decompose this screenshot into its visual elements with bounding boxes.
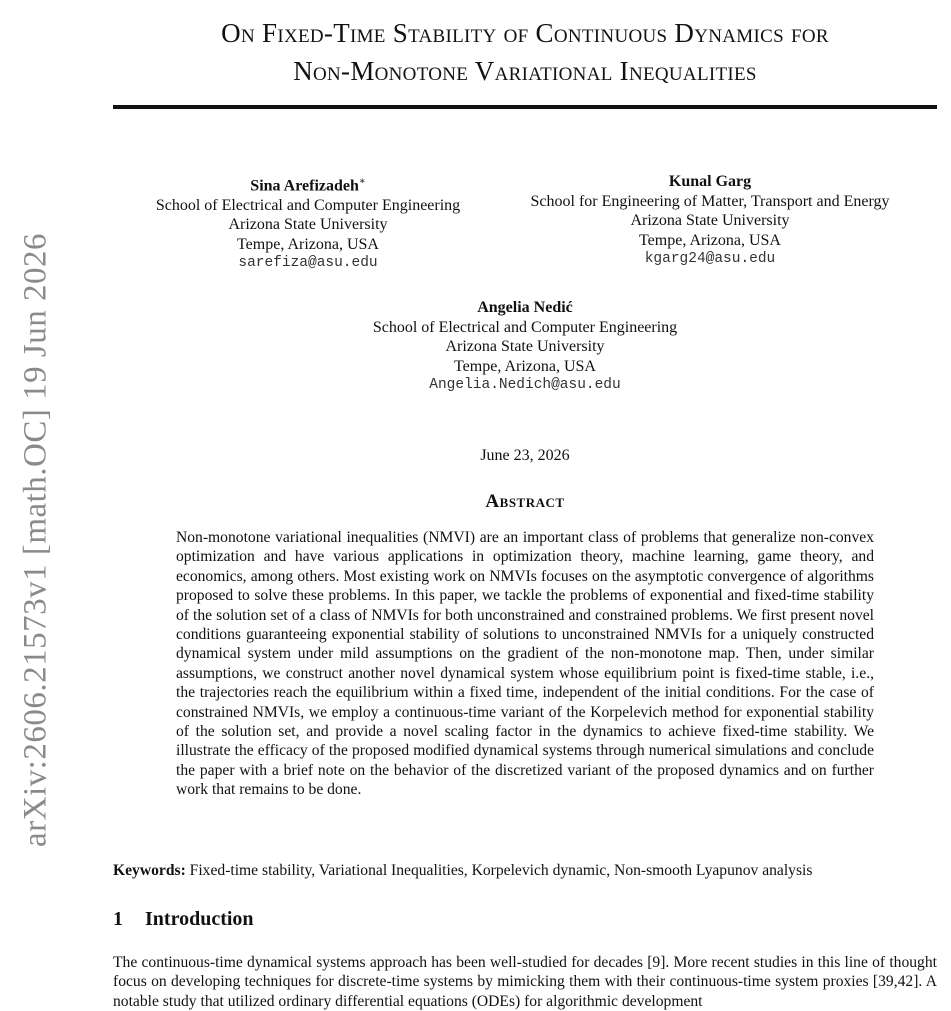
title-rule [113, 105, 937, 109]
paper-title-line-2: Non-Monotone Variational Inequalities [293, 56, 757, 86]
author-university: Arizona State University [630, 212, 790, 229]
author-email: sarefiza@asu.edu [238, 255, 378, 272]
paper-title-line-1: On Fixed-Time Stability of Continuous Dynamics for [221, 18, 829, 48]
arxiv-identifier-stamp [6, 0, 66, 1000]
author-location: Tempe, Arizona, USA [639, 231, 781, 249]
author-location: Tempe, Arizona, USA [454, 357, 596, 375]
author-university: Arizona State University [445, 338, 605, 355]
paper-title [113, 14, 937, 90]
author-name: Sina Arefizadeh∗ [250, 176, 366, 195]
author-email: Angelia.Nedich@asu.edu [429, 377, 621, 393]
section-heading-introduction [113, 908, 254, 931]
author-name: Kunal Garg [668, 173, 752, 190]
introduction-text: The continuous-time dynamical systems approach has been well-studied for decades [9]. More recent studies in this line of thought focus on developing techniques for discrete-time systems by mimicking them with their continuous-time system proxies [39,42]. A notable study that utilized ordinary differential equations (ODEs) for algorithmic development [113, 954, 937, 1010]
author-email: kgarg24@asu.edu [644, 251, 776, 267]
section-title: Introduction [145, 908, 254, 930]
keywords-text: Fixed-time stability, Variational Inequalities, Korpelevich dynamic, Non-smooth Lyapunov analysis [189, 862, 813, 879]
author-name: Angelia Nedić [477, 299, 573, 316]
author-footnote-marker: ∗ [358, 176, 366, 187]
author-affiliation: School of Electrical and Computer Engineering [155, 196, 461, 214]
author-university: Arizona State University [228, 216, 388, 234]
author-block-1 [138, 172, 478, 274]
keywords-label: Keywords: [113, 862, 186, 879]
author-affiliation: School of Electrical and Computer Engineering [372, 318, 678, 336]
keywords-line [113, 862, 937, 880]
author-block-2 [505, 172, 915, 270]
author-location: Tempe, Arizona, USA [237, 235, 379, 253]
arxiv-identifier-text: arXiv:2606.21573v1 [math.OC] 19 Jun 2026 [17, 233, 54, 847]
section-number: 1 [113, 908, 123, 930]
abstract-heading: Abstract [485, 491, 565, 512]
publication-date: June 23, 2026 [480, 447, 570, 464]
author-block-3 [325, 298, 725, 396]
abstract-text: Non-monotone variational inequalities (NMVI) are an important class of problems that generalize non-convex optimization and have various applications in optimization theory, machine learning, game theory, and economics, among others. Most existing work on NMVIs focuses on the asymptotic convergence of algorithms proposed to solve these problems. In this paper, we tackle the problems of exponential and fixed-time stability of the solution set of a class of NMVIs for both unconstrained and constrained problems. We first present novel conditions guaranteeing exponential stability of solutions to unconstrained NMVIs for a uniquely constructed dynamical system under mild assumptions on the gradient of the non-monotone map. Then, under similar assumptions, we construct another novel dynamical system whose equilibrium point is fixed-time stable, i.e., the trajectories reach the equilibrium within a fixed time, independent of the initial conditions. For the case of constrained NMVIs, we employ a continuous-time variant of the Korpelevich method for exponential stability of the solution set, and provide a novel scaling factor in the dynamics to achieve fixed-time stability. We illustrate the efficacy of the proposed modified dynamical systems through numerical simulations and conclude the paper with a brief note on the behavior of the discretized variant of the proposed dynamics and on further work that remains to be done. [176, 529, 874, 799]
author-affiliation: School for Engineering of Matter, Transport and Energy [530, 192, 890, 210]
